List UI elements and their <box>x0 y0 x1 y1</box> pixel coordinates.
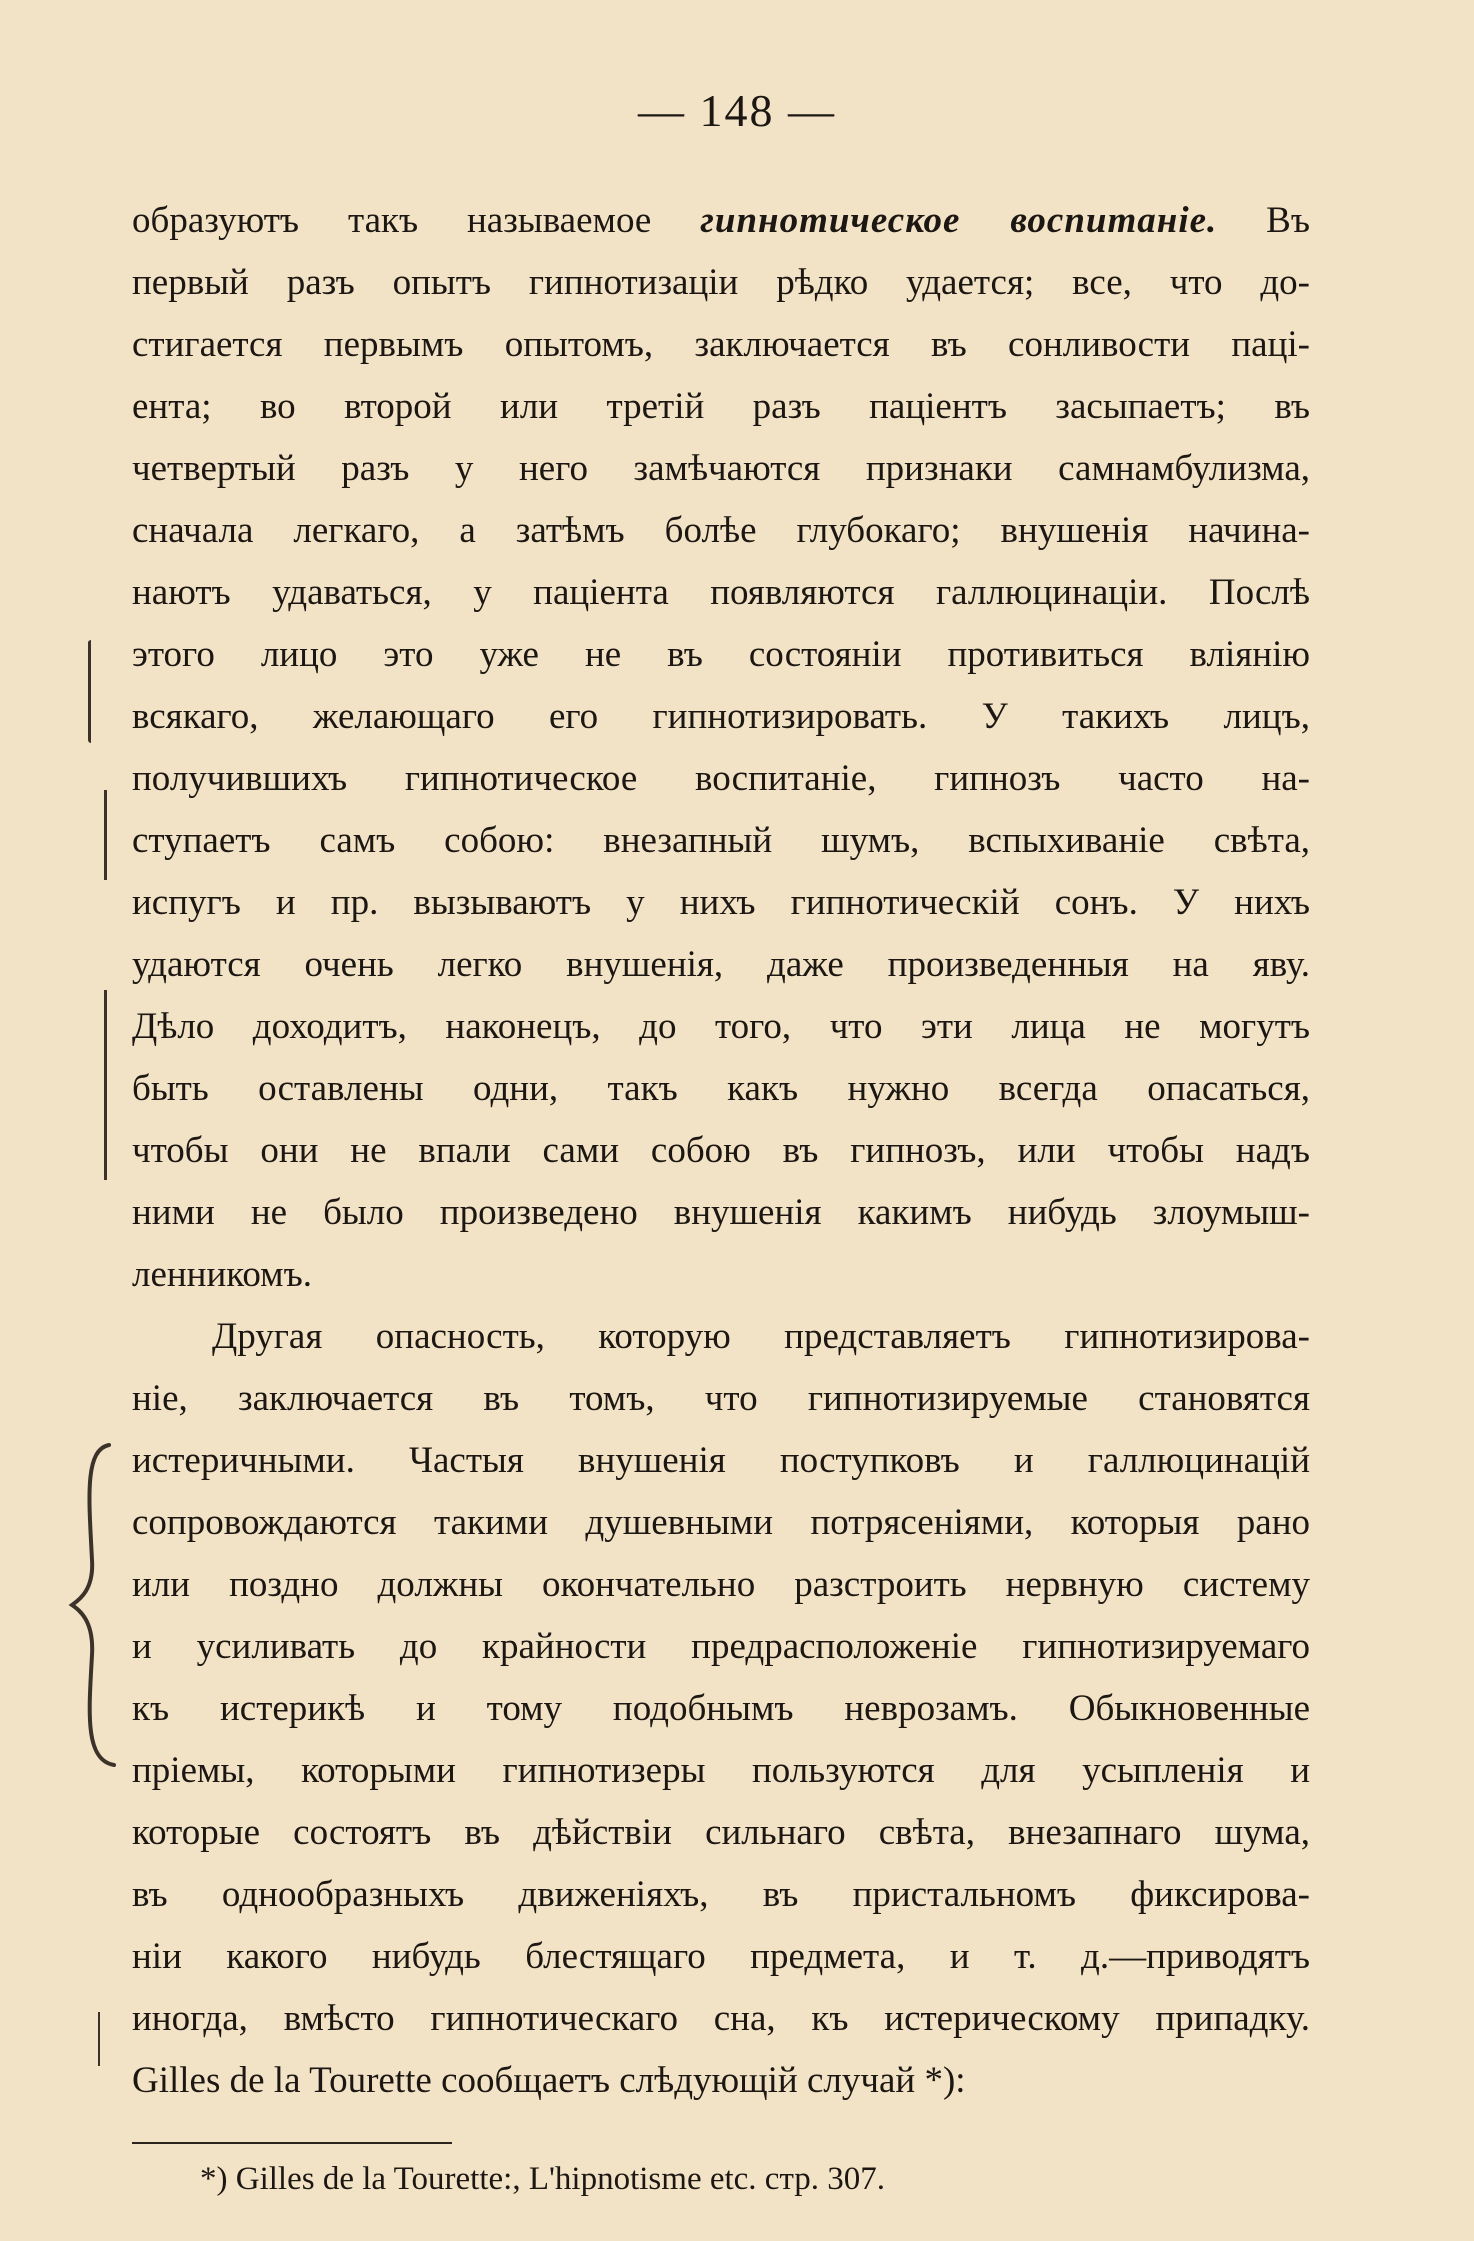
text-line: всякаго, желающаго его гипнотизировать. У такихъ лицъ, <box>132 696 1310 737</box>
text-line: образуютъ такъ называемое гипнотическое воспитанiе. Въ <box>132 200 1310 241</box>
text-line: получившихъ гипнотическое воспитаніе, гипнозъ часто на- <box>132 758 1310 799</box>
paragraph-start-line: Другая опасность, которую представляетъ гипнотизирова- <box>212 1316 1310 1357</box>
text-line: ента; во второй или третій разъ паціентъ засыпаетъ; въ <box>132 386 1310 427</box>
text-line: первый разъ опытъ гипнотизацiи рѣдко удается; все, что до- <box>132 262 1310 303</box>
margin-brace-mark <box>64 1440 124 1770</box>
footnote: *) Gilles de la Tourette:, L'hipnotisme etc. стр. 307. <box>200 2161 886 2197</box>
text-line: пріемы, которыми гипнотизеры пользуются для усыпленія и <box>132 1750 1310 1791</box>
text-line: Gilles de la Tourette сообщаетъ слѣдующій случай *): <box>132 2060 966 2101</box>
text-line: ніе, заключается въ томъ, что гипнотизируемые становятся <box>132 1378 1310 1419</box>
text-line: чтобы они не впали сами собою въ гипнозъ, или чтобы надъ <box>132 1130 1310 1171</box>
text-line: Дѣло доходитъ, наконецъ, до того, что эти лица не могутъ <box>132 1006 1310 1047</box>
footnote-divider <box>132 2142 452 2144</box>
text-line: ними не было произведено внушенія какимъ нибудь злоумыш- <box>132 1192 1310 1233</box>
text-line: быть оставлены одни, такъ какъ нужно всегда опасаться, <box>132 1068 1310 1109</box>
text-line: удаются очень легко внушенія, даже произведенныя на яву. <box>132 944 1310 985</box>
text-line: этого лицо это уже не въ состояніи противиться вліянію <box>132 634 1310 675</box>
text-line: въ однообразныхъ движеніяхъ, въ пристальномъ фиксирова- <box>132 1874 1310 1915</box>
emphasis-term: гипнотическое воспитанiе. <box>700 200 1218 241</box>
text-line: четвертый разъ у него замѣчаются признаки самнамбулизма, <box>132 448 1310 489</box>
text-line: или поздно должны окончательно разстроить нервную систему <box>132 1564 1310 1605</box>
text-line: сначала легкаго, а затѣмъ болѣе глубокаго; внушенія начина- <box>132 510 1310 551</box>
page-number: — 148 — <box>638 85 836 136</box>
text-line: которые состоятъ въ дѣйствіи сильнаго свѣта, внезапнаго шума, <box>132 1812 1310 1853</box>
text-line: испугъ и пр. вызываютъ у нихъ гипнотическій сонъ. У нихъ <box>132 882 1310 923</box>
text-line: иногда, вмѣсто гипнотическаго сна, къ истерическому припадку. <box>132 1998 1310 2039</box>
text-line: и усиливать до крайности предрасположеніе гипнотизируемаго <box>132 1626 1310 1667</box>
text-line: истеричными. Частыя внушенія поступковъ и галлюцинацій <box>132 1440 1310 1481</box>
text-line: ступаетъ самъ собою: внезапный шумъ, вспыхиваніе свѣта, <box>132 820 1310 861</box>
text-line: ленникомъ. <box>132 1254 312 1295</box>
margin-line-mark <box>104 790 107 880</box>
margin-line-mark <box>104 990 107 1180</box>
text-line: наютъ удаваться, у паціента появляются галлюцинаціи. Послѣ <box>132 572 1310 613</box>
text-line: ніи какого нибудь блестящаго предмета, и т. д.—приводятъ <box>132 1936 1310 1977</box>
text-line: стигается первымъ опытомъ, заключается въ сонливости паці- <box>132 324 1310 365</box>
text-line: къ истерикѣ и тому подобнымъ неврозамъ. Обыкновенные <box>132 1688 1310 1729</box>
margin-line-mark <box>98 2012 100 2066</box>
body-text <box>132 190 1310 2112</box>
margin-bracket-mark <box>88 640 91 743</box>
text-line: сопровождаются такими душевными потрясеніями, которыя рано <box>132 1502 1310 1543</box>
